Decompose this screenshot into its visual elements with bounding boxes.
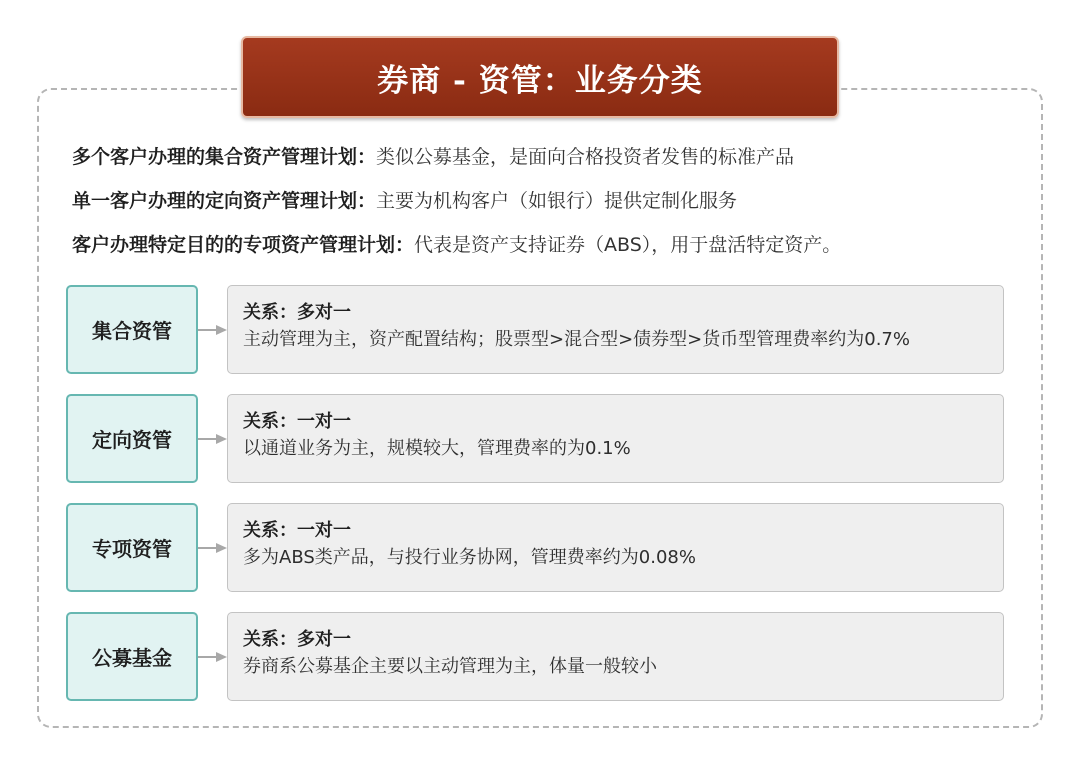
category-label-text: 定向资管 — [92, 428, 172, 452]
category-label-public-fund — [66, 612, 198, 701]
connector-arrow-icon — [198, 651, 228, 663]
description-line — [72, 232, 841, 258]
connector-arrow-icon — [198, 324, 228, 336]
category-label-collective — [66, 285, 198, 374]
relation-text: 关系：多对一 — [243, 629, 351, 650]
description-line — [72, 144, 794, 170]
description-text: 类似公募基金，是面向合格投资者发售的标准产品 — [376, 146, 795, 168]
connector-arrow-icon — [198, 433, 228, 445]
description-text: 代表是资产支持证券（ABS），用于盘活特定资产。 — [414, 234, 842, 256]
detail-box-public-fund — [227, 612, 1004, 701]
description-term: 客户办理特定目的的专项资产管理计划： — [72, 234, 415, 256]
description-text: 主要为机构客户（如银行）提供定制化服务 — [376, 190, 738, 212]
category-label-text: 专项资管 — [92, 537, 172, 561]
category-label-text: 集合资管 — [92, 319, 172, 343]
title-banner — [241, 36, 839, 118]
detail-text: 券商系公募基企主要以主动管理为主，体量一般较小 — [243, 656, 657, 677]
description-term: 单一客户办理的定向资产管理计划： — [72, 190, 377, 212]
description-line — [72, 188, 737, 214]
detail-box-collective — [227, 285, 1004, 374]
detail-box-directional — [227, 394, 1004, 483]
page-title: 券商 - 资管：业务分类 — [377, 62, 703, 99]
detail-text: 主动管理为主，资产配置结构；股票型>混合型>债券型>货币型管理费率约为0.7% — [243, 329, 910, 350]
description-term: 多个客户办理的集合资产管理计划： — [72, 146, 377, 168]
relation-text: 关系：一对一 — [243, 411, 351, 432]
relation-text: 关系：多对一 — [243, 302, 351, 323]
detail-box-special — [227, 503, 1004, 592]
relation-text: 关系：一对一 — [243, 520, 351, 541]
category-label-directional — [66, 394, 198, 483]
detail-text: 多为ABS类产品，与投行业务协网，管理费率约为0.08% — [243, 547, 696, 568]
category-label-text: 公募基金 — [92, 646, 172, 670]
category-label-special — [66, 503, 198, 592]
connector-arrow-icon — [198, 542, 228, 554]
detail-text: 以通道业务为主，规模较大，管理费率的为0.1% — [243, 438, 631, 459]
